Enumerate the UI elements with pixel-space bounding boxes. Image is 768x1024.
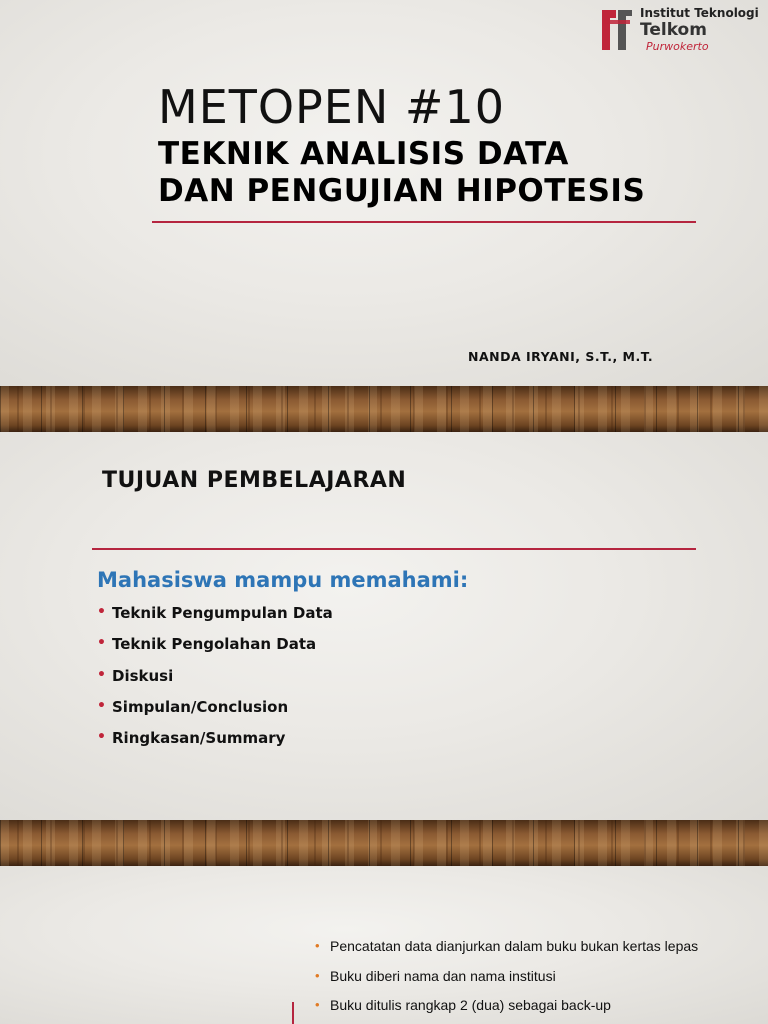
list-item-label: Pencatatan data dianjurkan dalam buku bukan kertas lepas xyxy=(330,938,699,954)
bullet-icon: • xyxy=(97,697,106,714)
slide-notes xyxy=(0,866,768,1024)
slide-objectives xyxy=(0,432,768,820)
bullet-icon: • xyxy=(97,666,106,683)
logo-text-telkom: Telkom xyxy=(640,20,707,40)
objectives-list xyxy=(97,604,333,760)
bullet-icon: • xyxy=(315,938,320,953)
slide-title-heading: METOPEN #10 xyxy=(158,80,505,134)
subtitle-line-2: DAN PENGUJIAN HIPOTESIS xyxy=(158,173,646,209)
slide-separator-wood xyxy=(0,386,768,432)
logo-text-institute: Institut Teknologi xyxy=(640,6,759,20)
notes-divider xyxy=(292,1002,294,1024)
list-item-label: Ringkasan/Summary xyxy=(112,729,286,747)
list-item-label: Teknik Pengumpulan Data xyxy=(112,604,333,622)
telkom-logo-icon xyxy=(600,6,634,52)
subtitle-line-1: TEKNIK ANALISIS DATA xyxy=(158,136,569,172)
list-item xyxy=(315,938,698,968)
bullet-icon: • xyxy=(97,729,106,745)
bullet-icon: • xyxy=(97,604,106,620)
objectives-lead: Mahasiswa mampu memahami: xyxy=(97,568,469,592)
institution-logo xyxy=(600,4,768,54)
bullet-icon: • xyxy=(315,967,320,983)
list-item xyxy=(97,635,333,666)
list-item-label: Simpulan/Conclusion xyxy=(112,697,289,716)
list-item-label: Buku ditulis rangkap 2 (dua) sebagai back-up xyxy=(330,997,611,1013)
list-item xyxy=(315,997,698,1024)
objectives-divider xyxy=(92,548,696,550)
list-item-label: Diskusi xyxy=(112,666,174,685)
bullet-icon: • xyxy=(315,997,320,1012)
list-item xyxy=(97,698,333,729)
list-item xyxy=(97,729,333,760)
author-name: NANDA IRYANI, S.T., M.T. xyxy=(468,349,654,364)
logo-text-campus: Purwokerto xyxy=(646,40,709,53)
list-item xyxy=(315,968,698,998)
slide-title xyxy=(0,0,768,386)
notes-list xyxy=(315,938,698,1024)
title-divider xyxy=(152,221,696,223)
slide-separator-wood xyxy=(0,820,768,866)
list-item-label: Buku diberi nama dan nama institusi xyxy=(330,967,556,984)
objectives-title: TUJUAN PEMBELAJARAN xyxy=(102,468,407,493)
list-item-label: Teknik Pengolahan Data xyxy=(112,635,317,654)
list-item xyxy=(97,604,333,635)
list-item xyxy=(97,667,333,698)
slide-subtitle xyxy=(158,136,718,210)
bullet-icon: • xyxy=(97,635,106,652)
